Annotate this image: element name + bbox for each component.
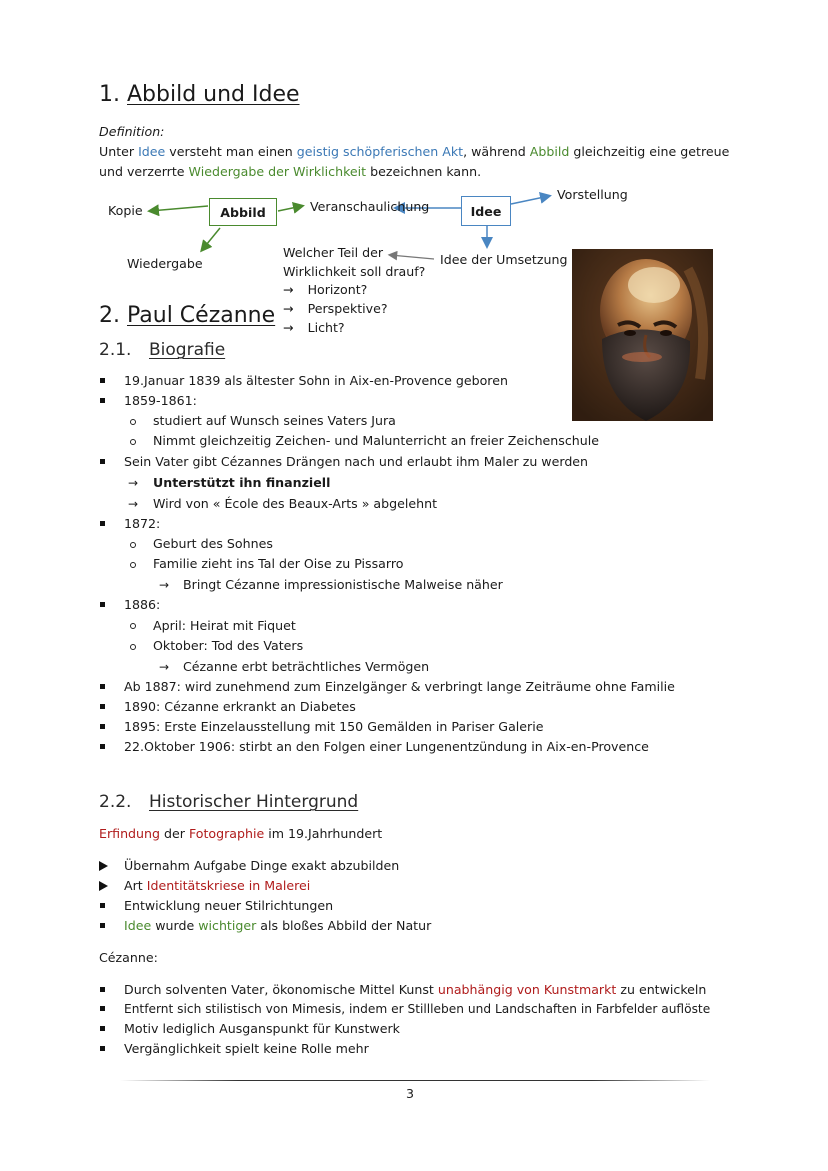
text: als bloßes Abbild der Natur xyxy=(256,918,432,933)
hist-item xyxy=(124,917,431,935)
idee-box: Idee xyxy=(461,196,511,226)
bio-subitem: studiert auf Wunsch seines Vaters Jura xyxy=(153,413,396,428)
bullet-square xyxy=(100,521,105,526)
portrait-drawing xyxy=(572,249,713,421)
term-unabhaengig: unabhängig von Kunstmarkt xyxy=(437,982,617,997)
text: und verzerrte xyxy=(99,164,189,179)
page-number: 3 xyxy=(406,1086,415,1101)
bullet-square xyxy=(100,398,105,403)
text: zu entwickeln xyxy=(616,982,707,997)
term-idee: Idee xyxy=(138,144,166,159)
question-line-1: Welcher Teil der xyxy=(283,245,384,260)
bullet-square xyxy=(100,724,105,729)
text: bezeichnen kann. xyxy=(366,164,482,179)
bullet-square xyxy=(100,704,105,709)
hist-item: Übernahm Aufgabe Dinge exakt abzubilden xyxy=(124,858,400,873)
arrow-glyph: → xyxy=(128,497,139,511)
heading-title: Abbild und Idee xyxy=(127,82,300,107)
footer-divider xyxy=(120,1080,710,1081)
label-veranschaulichung: Veranschaulichung xyxy=(310,199,430,214)
bio-subitem: Oktober: Tod des Vaters xyxy=(153,638,304,653)
arrow-idee-vorstellung xyxy=(511,196,549,204)
bio-item: 1890: Cézanne erkrankt an Diabetes xyxy=(124,699,356,714)
bio-subitem: April: Heirat mit Fiquet xyxy=(153,618,296,633)
text: der xyxy=(160,826,189,841)
arrow-abbild-kopie xyxy=(150,206,208,211)
bio-arrow-item: Wird von « École des Beaux-Arts » abgelehnt xyxy=(153,496,438,511)
arrow-abbild-wiedergabe xyxy=(202,228,220,250)
arrow-abbild-veranschaulichung xyxy=(278,206,302,211)
subheading-biografie xyxy=(99,339,225,361)
term-wiedergabe: Wiedergabe der Wirklichkeit xyxy=(188,164,367,179)
text: gleichzeitig eine getreue xyxy=(569,144,730,159)
bullet-circle xyxy=(130,644,136,650)
bullet-arrowhead xyxy=(99,861,108,871)
label-wiedergabe: Wiedergabe xyxy=(127,256,203,271)
question-line-2: Wirklichkeit soll drauf? xyxy=(283,264,426,279)
bio-subitem: Geburt des Sohnes xyxy=(153,536,273,551)
bio-item: 22.Oktober 1906: stirbt an den Folgen einer Lungenentzündung in Aix-en-Provence xyxy=(124,739,649,754)
question-item xyxy=(283,300,388,318)
term-abbild: Abbild xyxy=(529,144,570,159)
cezanne-item: Entfernt sich stilistisch von Mimesis, indem er Stillleben und Landschaften in Farbfelder auflöste xyxy=(124,1002,711,1016)
text: Unter xyxy=(99,144,139,159)
text: Art xyxy=(124,878,147,893)
section-2-heading xyxy=(99,302,275,330)
label-kopie: Kopie xyxy=(108,203,143,218)
bullet-square xyxy=(100,1006,105,1011)
bullet-circle xyxy=(130,562,136,568)
bullet-square xyxy=(100,459,105,464)
arrow-glyph: → xyxy=(283,301,294,316)
text: Durch solventen Vater, ökonomische Mittel Kunst xyxy=(124,982,438,997)
subheading-title: Historischer Hintergrund xyxy=(149,792,359,812)
hist-item xyxy=(124,877,310,895)
hist-item: Entwicklung neuer Stilrichtungen xyxy=(124,898,334,913)
bio-item: 1886: xyxy=(124,597,161,612)
bullet-square xyxy=(100,923,105,928)
arrow-umsetzung-question xyxy=(390,255,434,259)
text: wurde xyxy=(151,918,199,933)
bio-item: 1872: xyxy=(124,516,161,531)
bio-arrow-item: Unterstützt ihn finanziell xyxy=(153,475,331,490)
question-item-text: Perspektive? xyxy=(307,301,388,316)
label-idee-umsetzung: Idee der Umsetzung xyxy=(440,252,568,267)
heading-title: Paul Cézanne xyxy=(127,303,276,328)
bullet-square xyxy=(100,1046,105,1051)
bio-item: 1895: Erste Einzelausstellung mit 150 Gemälden in Pariser Galerie xyxy=(124,719,544,734)
definition-label: Definition: xyxy=(99,124,165,139)
heading-number: 1. xyxy=(99,82,120,107)
arrow-glyph: → xyxy=(283,282,294,297)
question-item xyxy=(283,319,345,337)
hist-intro xyxy=(99,825,382,843)
text: , während xyxy=(463,144,530,159)
term-wichtiger: wichtiger xyxy=(198,918,257,933)
bio-item: 19.Januar 1839 als ältester Sohn in Aix-en-Provence geboren xyxy=(124,373,508,388)
term-akt: geistig schöpferischen Akt xyxy=(296,144,464,159)
bullet-square xyxy=(100,378,105,383)
bullet-square xyxy=(100,744,105,749)
bullet-square xyxy=(100,987,105,992)
bio-item: Sein Vater gibt Cézannes Drängen nach und erlaubt ihm Maler zu werden xyxy=(124,454,589,469)
arrow-glyph: → xyxy=(283,320,294,335)
abbild-box: Abbild xyxy=(209,198,277,226)
bullet-circle xyxy=(130,542,136,548)
cezanne-item xyxy=(124,981,706,999)
bio-arrow-item: Bringt Cézanne impressionistische Malweise näher xyxy=(183,577,503,592)
bullet-circle xyxy=(130,419,136,425)
bullet-square xyxy=(100,903,105,908)
subheading-historischer-hintergrund xyxy=(99,791,358,813)
bio-item: Ab 1887: wird zunehmend zum Einzelgänger & verbringt lange Zeiträume ohne Familie xyxy=(124,679,675,694)
bio-subitem: Familie zieht ins Tal der Oise zu Pissarro xyxy=(153,556,404,571)
cezanne-portrait-image xyxy=(572,249,713,421)
term-identitaetskriese: Identitätskriese in Malerei xyxy=(146,878,311,893)
term-idee: Idee xyxy=(124,918,152,933)
subheading-title: Biografie xyxy=(149,340,226,360)
heading-number: 2. xyxy=(99,303,120,328)
question-item-text: Licht? xyxy=(307,320,345,335)
arrow-glyph: → xyxy=(159,660,170,674)
question-item xyxy=(283,281,367,299)
bio-arrow-item: Cézanne erbt beträchtliches Vermögen xyxy=(183,659,430,674)
text: im 19.Jahrhundert xyxy=(264,826,383,841)
subheading-number: 2.1. xyxy=(99,340,132,360)
bullet-square xyxy=(100,1026,105,1031)
bullet-square xyxy=(100,602,105,607)
arrow-glyph: → xyxy=(159,578,170,592)
cezanne-item: Vergänglichkeit spielt keine Rolle mehr xyxy=(124,1041,369,1056)
bio-subitem: Nimmt gleichzeitig Zeichen- und Malunterricht an freier Zeichenschule xyxy=(153,433,599,448)
bullet-square xyxy=(100,684,105,689)
cezanne-item: Motiv lediglich Ausganspunkt für Kunstwerk xyxy=(124,1021,400,1036)
text: versteht man einen xyxy=(165,144,297,159)
term-fotographie: Fotographie xyxy=(188,826,265,841)
cezanne-label: Cézanne: xyxy=(99,950,158,965)
term-erfindung: Erfindung xyxy=(99,826,161,841)
bullet-circle xyxy=(130,439,136,445)
question-item-text: Horizont? xyxy=(307,282,368,297)
bullet-circle xyxy=(130,623,136,629)
bio-item: 1859-1861: xyxy=(124,393,197,408)
label-vorstellung: Vorstellung xyxy=(557,187,628,202)
arrow-glyph: → xyxy=(128,476,139,490)
subheading-number: 2.2. xyxy=(99,792,132,812)
bullet-arrowhead xyxy=(99,881,108,891)
